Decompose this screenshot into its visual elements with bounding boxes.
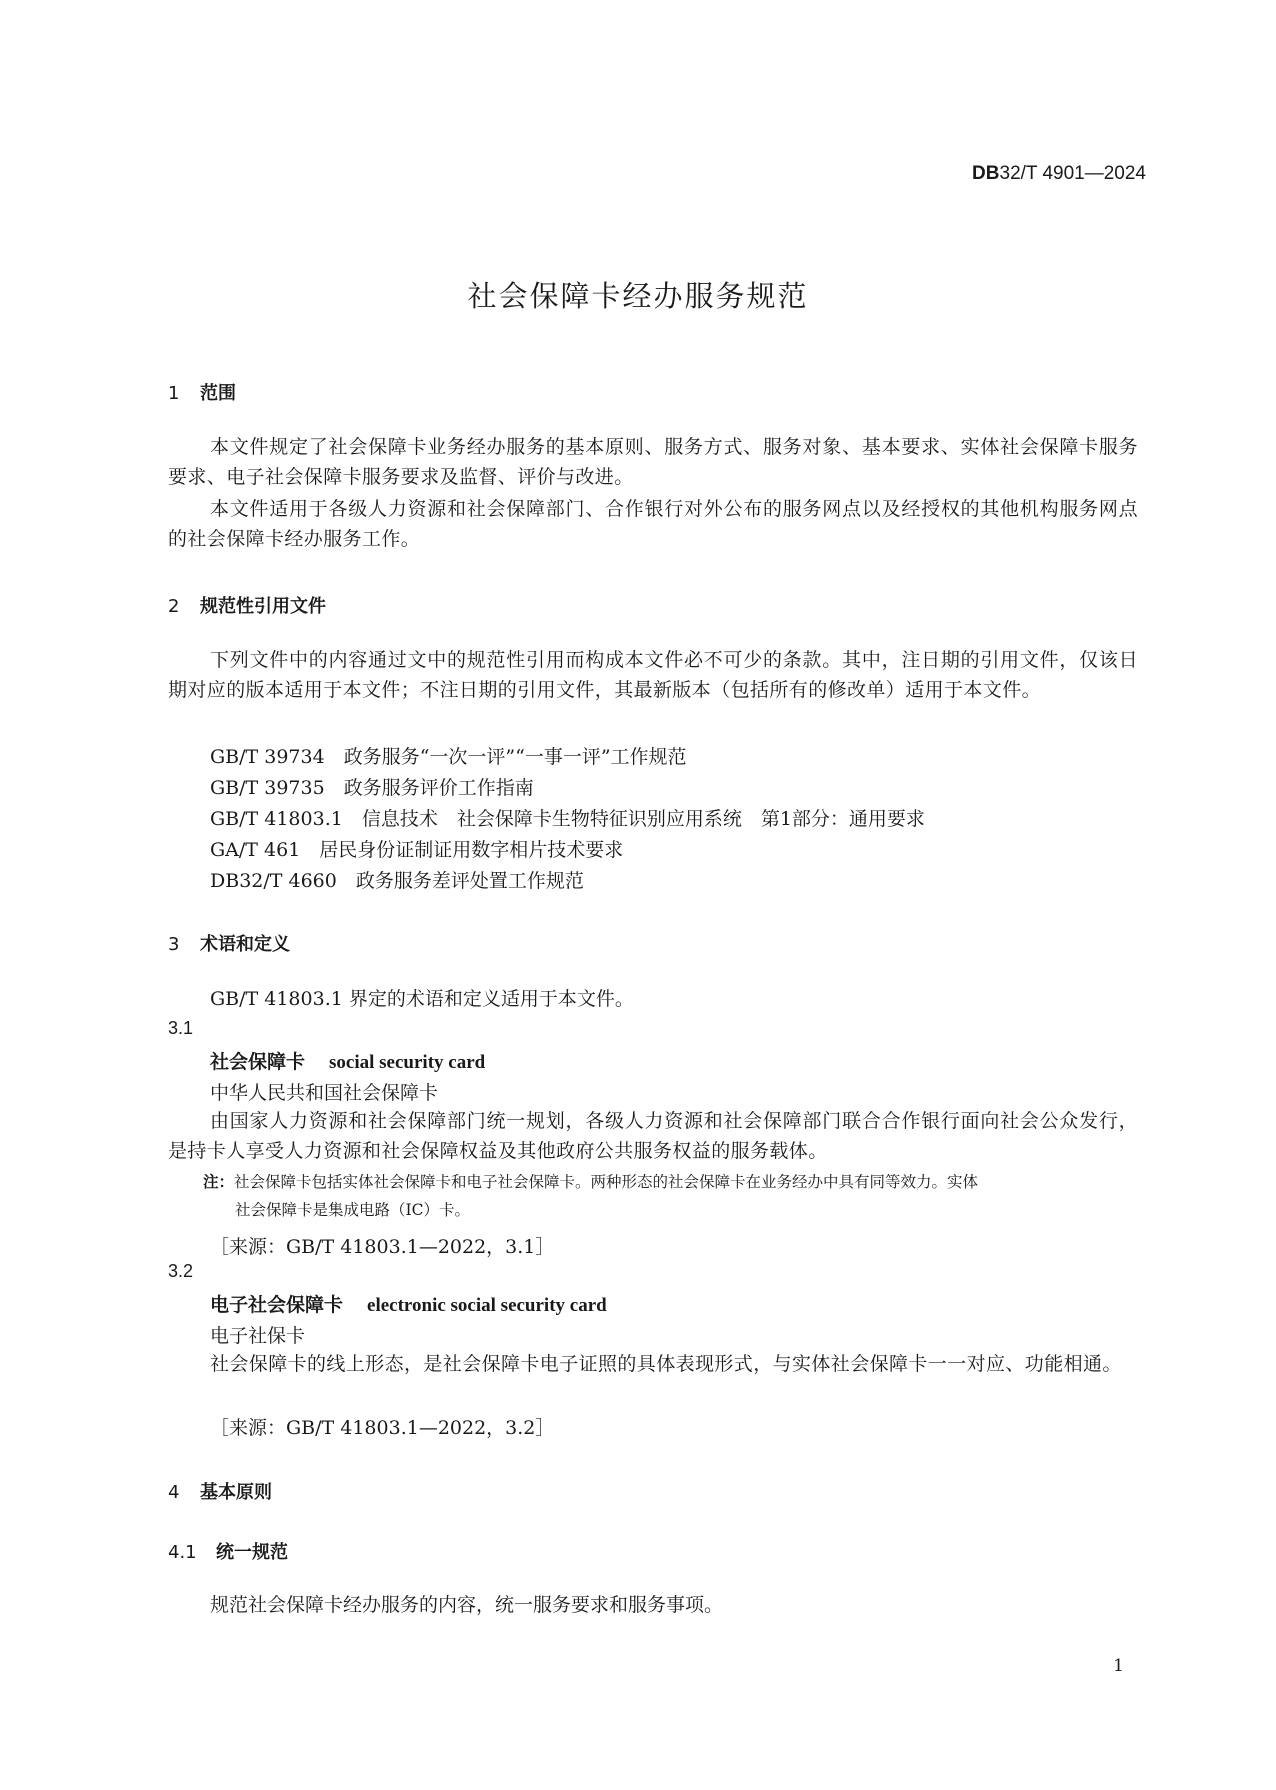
section-1-title: 范围 [200,383,236,404]
section-1-number: 1 [168,383,180,404]
reference-item: GB/T 39735 政务服务评价工作指南 [210,777,534,799]
document-number-prefix: DB [972,163,1000,184]
section-4-1-heading [168,1538,288,1564]
term-3-1-source: ［来源：GB/T 41803.1—2022，3.1］ [210,1236,555,1258]
note-label: 注： [203,1172,235,1191]
term-3-2-english: electronic social security card [367,1295,607,1316]
section-3-title: 术语和定义 [200,934,290,955]
section-2-paragraph-1: 下列文件中的内容通过文中的规范性引用而构成本文件必不可少的条款。其中，注日期的引用文件，仅该日期对应的版本适用于本文件；不注日期的引用文件，其最新版本（包括所有的修改单）适用于本文件。 [168,649,1138,701]
term-3-2-chinese: 电子社会保障卡 [210,1294,344,1316]
term-3-1-definition: 由国家人力资源和社会保障部门统一规划，各级人力资源和社会保障部门联合合作银行面向社会公众发行，是持卡人享受人力资源和社会保障权益及其他政府公共服务权益的服务载体。 [168,1110,1138,1162]
term-3-2-source: ［来源：GB/T 41803.1—2022，3.2］ [210,1417,555,1439]
section-4-1-title: 统一规范 [216,1542,288,1563]
section-3-intro: GB/T 41803.1 界定的术语和定义适用于本文件。 [210,988,634,1010]
reference-item: DB32/T 4660 政务服务差评处置工作规范 [210,870,584,892]
reference-item: GA/T 461 居民身份证制证用数字相片技术要求 [210,839,624,861]
document-number [972,163,1146,185]
section-4-1-text: 规范社会保障卡经办服务的内容，统一服务要求和服务事项。 [210,1594,724,1616]
section-1-paragraph-2: 本文件适用于各级人力资源和社会保障部门、合作银行对外公布的服务网点以及经授权的其他机构服务网点的社会保障卡经办服务工作。 [168,498,1138,550]
term-3-1-note [203,1168,1138,1224]
term-3-2-synonym: 电子社保卡 [210,1325,306,1347]
section-1-paragraph-1: 本文件规定了社会保障卡业务经办服务的基本原则、服务方式、服务对象、基本要求、实体社会保障卡服务要求、电子社会保障卡服务要求及监督、评价与改进。 [168,436,1138,488]
term-3-1 [210,1047,485,1074]
term-3-1-number: 3.1 [168,1018,194,1038]
term-3-2 [210,1290,607,1317]
section-4-number: 4 [168,1482,180,1503]
reference-item: GB/T 39734 政务服务“一次一评”“一事一评”工作规范 [210,746,687,768]
document-number-rest: 32/T 4901—2024 [999,163,1146,184]
section-2-heading [168,592,326,618]
note-line-1: 社会保障卡包括实体社会保障卡和电子社会保障卡。两种形态的社会保障卡在业务经办中具有同等效力。实体 [234,1173,979,1191]
note-line-2: 社会保障卡是集成电路（IC）卡。 [235,1201,470,1219]
document-title: 社会保障卡经办服务规范 [467,279,809,313]
term-3-2-definition: 社会保障卡的线上形态，是社会保障卡电子证照的具体表现形式，与实体社会保障卡一一对应、功能相通。 [210,1353,1122,1375]
term-3-1-synonym: 中华人民共和国社会保障卡 [210,1082,439,1104]
section-4-heading [168,1478,272,1504]
term-3-1-chinese: 社会保障卡 [210,1051,306,1073]
reference-item: GB/T 41803.1 信息技术 社会保障卡生物特征识别应用系统 第1部分：通用要求 [210,808,925,830]
section-4-title: 基本原则 [200,1482,272,1503]
section-3-heading [168,930,290,956]
section-3-number: 3 [168,934,180,955]
section-2-number: 2 [168,596,180,617]
section-1-heading [168,379,236,405]
term-3-1-english: social security card [329,1052,486,1073]
page-number: 1 [1113,1656,1124,1676]
section-2-title: 规范性引用文件 [200,596,326,617]
section-4-1-number: 4.1 [168,1542,197,1563]
term-3-2-number: 3.2 [168,1261,194,1281]
